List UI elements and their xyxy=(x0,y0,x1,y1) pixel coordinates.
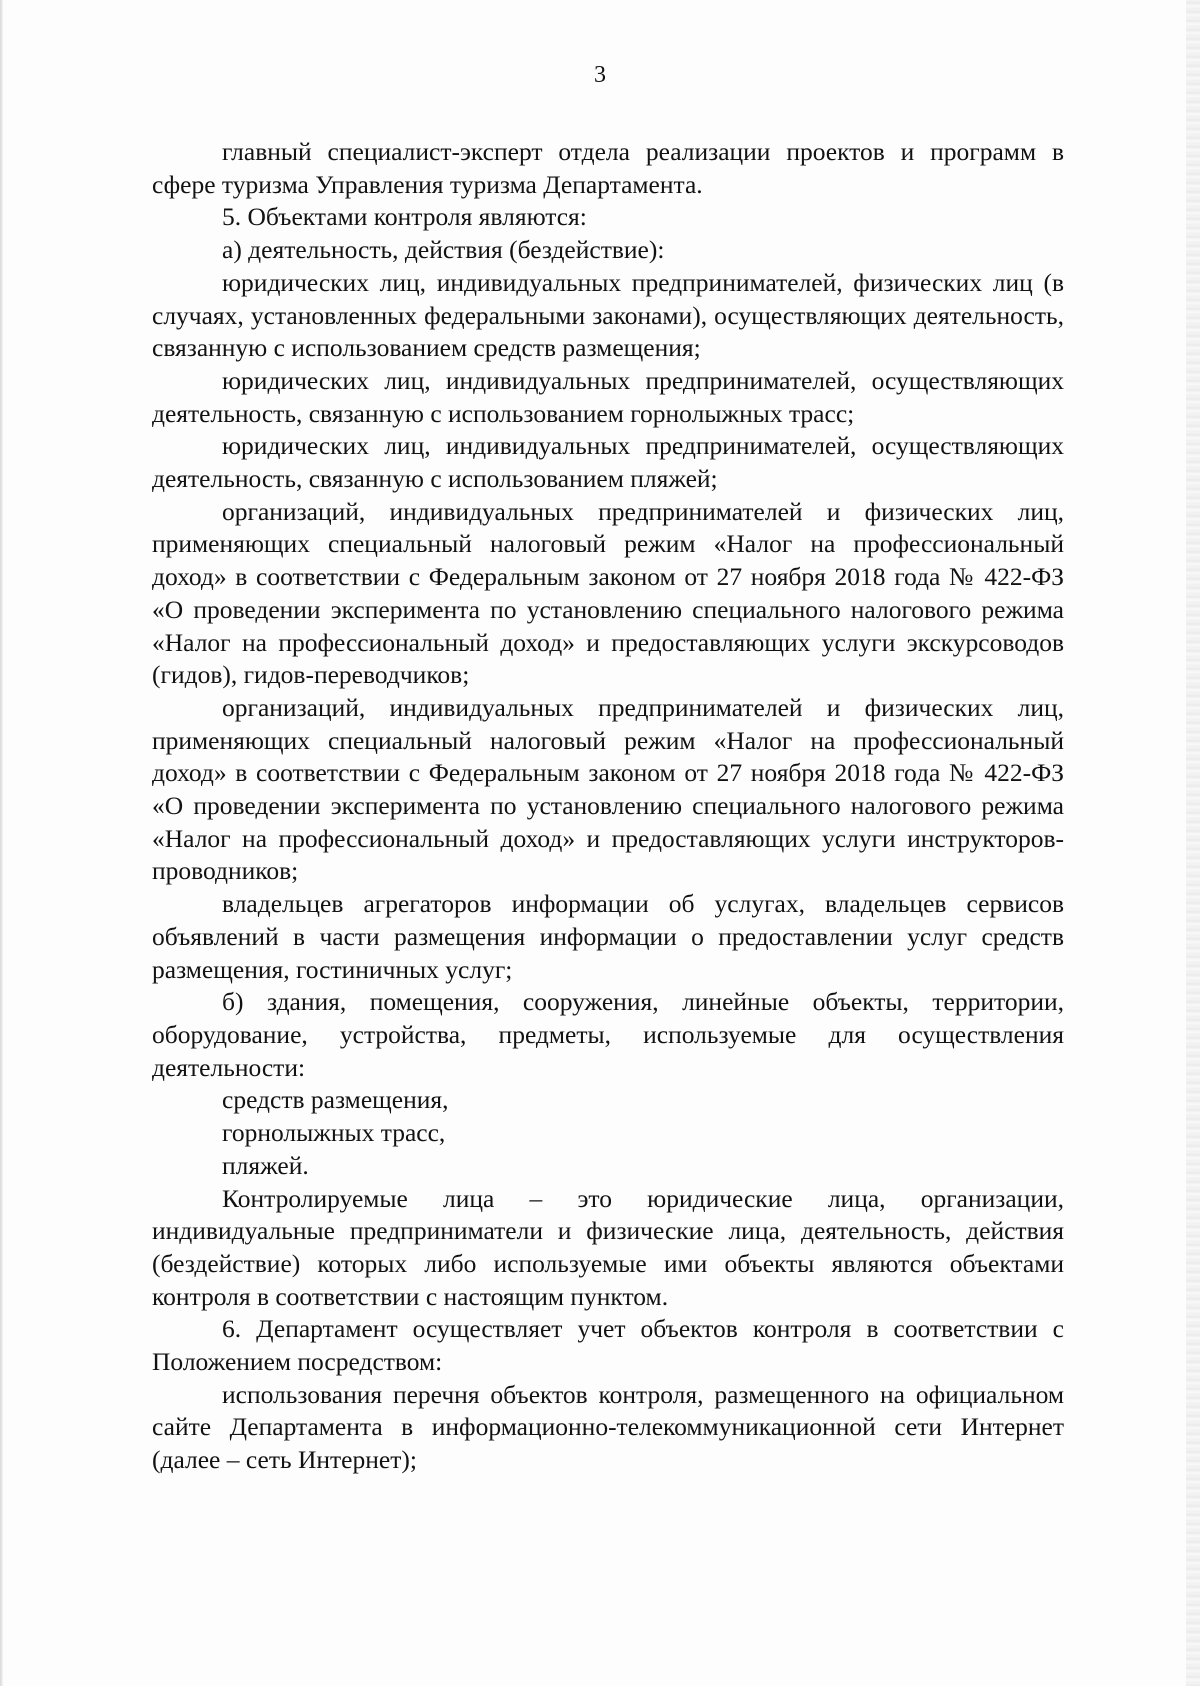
paragraph-3: а) деятельность, действия (бездействие): xyxy=(222,235,665,265)
paragraph-14: Контролируемые лица – это юридические лица, организации, индивидуальные предприниматели и физические лица, деятельность, действия (бездействие) которых либо используемые ими объекты являются объектами контроля в соответствии с настоящим пунктом. xyxy=(152,1183,1064,1311)
paragraph-4: юридических лиц, индивидуальных предпринимателей, физических лиц (в случаях, установленных федеральными законами), осуществляющих деятельность, связанную с использованием средств размещения; xyxy=(152,267,1064,363)
paragraph-1: главный специалист-эксперт отдела реализации проектов и программ в сфере туризма Управления туризма Департамента. xyxy=(152,137,1064,199)
paragraph-16: использования перечня объектов контроля, размещенного на официальном сайте Департамента в информационно-телекоммуникационной сети Интернет (далее – сеть Интернет); xyxy=(152,1379,1064,1475)
paragraph-8: организаций, индивидуальных предпринимателей и физических лиц, применяющих специальный налоговый режим «Налог на профессиональный доход» в соответствии с Федеральным законом от 27 ноября 2018 года № 422-ФЗ «О проведении эксперимента по установлению специального налогового режима «Налог на профессиональный доход» и предоставляющих услуги инструкторов-проводников; xyxy=(152,692,1064,886)
paragraph-9: владельцев агрегаторов информации об услугах, владельцев сервисов объявлений в части размещения информации о предоставлении услуг средств размещения, гостиничных услуг; xyxy=(152,889,1064,984)
paragraph-10: б) здания, помещения, сооружения, линейные объекты, территории, оборудование, устройства, предметы, используемые для осуществления деятельности: xyxy=(152,987,1064,1082)
paragraph-5: юридических лиц, индивидуальных предпринимателей, осуществляющих деятельность, связанную с использованием горнолыжных трасс; xyxy=(152,365,1064,428)
paragraph-6: юридических лиц, индивидуальных предпринимателей, осуществляющих деятельность, связанную с использованием пляжей; xyxy=(152,431,1064,494)
paragraph-12: горнолыжных трасс, xyxy=(222,1118,446,1148)
paragraph-11: средств размещения, xyxy=(222,1085,449,1115)
paragraph-7: организаций, индивидуальных предпринимателей и физических лиц, применяющих специальный налоговый режим «Налог на профессиональный доход» в соответствии с Федеральным законом от 27 ноября 2018 года № 422-ФЗ «О проведении эксперимента по установлению специального налогового режима «Налог на профессиональный доход» и предоставляющих услуги экскурсоводов (гидов), гидов-переводчиков; xyxy=(152,496,1064,690)
scan-edge-right xyxy=(1186,0,1200,1686)
paragraph-15: 6. Департамент осуществляет учет объектов контроля в соответствии с Положением посредством: xyxy=(152,1314,1064,1377)
paragraph-2: 5. Объектами контроля являются: xyxy=(222,202,587,232)
document-body xyxy=(152,136,1064,1477)
paragraph-13: пляжей. xyxy=(222,1150,309,1180)
page-number: 3 xyxy=(594,62,606,88)
scan-edge-left xyxy=(0,0,3,1686)
